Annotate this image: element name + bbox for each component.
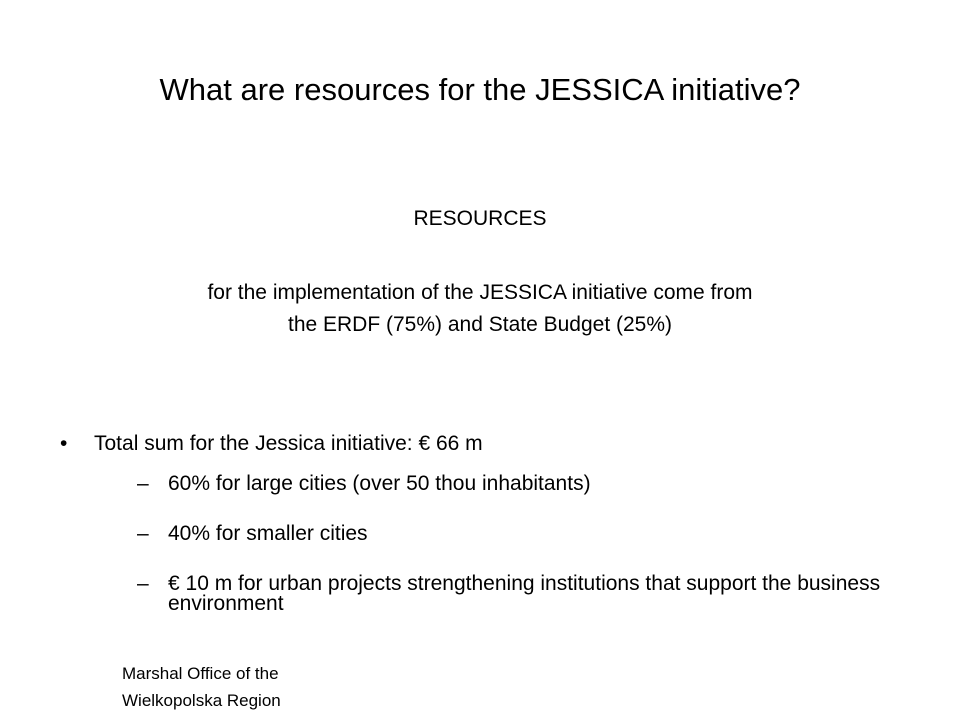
resources-line-2: the ERDF (75%) and State Budget (25%) (287, 313, 673, 336)
resources-description (0, 277, 960, 341)
sub-bullet-large-cities (94, 474, 920, 494)
dash-icon: – (137, 472, 149, 495)
bullet-total-sum (60, 430, 920, 614)
sub-bullet-text: 40% for smaller cities (168, 522, 368, 545)
bullet-list (60, 430, 920, 614)
resources-line-1: for the implementation of the JESSICA initiative come from (207, 281, 753, 304)
sub-bullet-text: 60% for large cities (over 50 thou inhabitants) (168, 472, 591, 495)
footer-organization (122, 660, 281, 714)
footer-line-2: Wielkopolska Region (122, 691, 281, 710)
sub-bullet-smaller-cities (94, 524, 920, 544)
sub-bullet-text: € 10 m for urban projects strengthening institutions that support the business environment (168, 572, 881, 615)
bullet-icon: • (60, 432, 68, 455)
sub-bullet-list (94, 474, 920, 614)
resources-heading: RESOURCES (413, 207, 547, 230)
bullet-text: Total sum for the Jessica initiative: € 66 m (94, 432, 483, 455)
dash-icon: – (137, 572, 149, 595)
dash-icon: – (137, 522, 149, 545)
slide-title: What are resources for the JESSICA initiative? (159, 72, 801, 107)
sub-bullet-urban-projects (94, 574, 920, 614)
footer-line-1: Marshal Office of the (122, 664, 279, 683)
